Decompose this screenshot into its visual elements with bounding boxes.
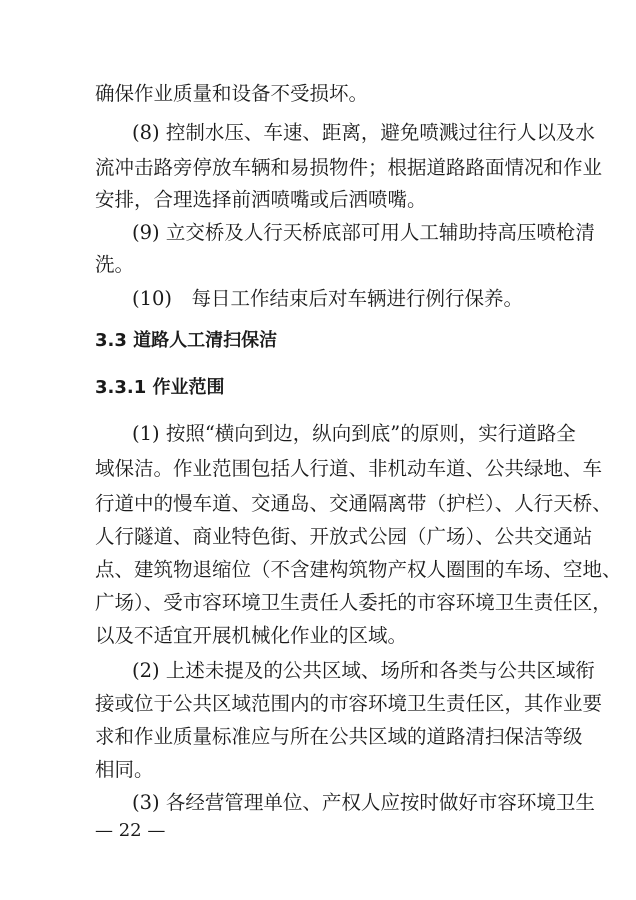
item-2-line-1: (2) 上述未提及的公共区域、场所和各类与公共区域衔	[132, 659, 595, 682]
item-2-line-4: 相同。	[95, 758, 154, 781]
paragraph-9-line-2: 洗。	[95, 253, 135, 276]
item-2-line-2: 接或位于公共区域范围内的市容环境卫生责任区，其作业要	[95, 692, 603, 715]
paragraph-8-line-1: (8) 控制水压、车速、距离，避免喷溅过往行人以及水	[132, 121, 595, 144]
item-1-line-5: 点、建筑物退缩位（不含建构筑物产权人圈围的车场、空地、	[95, 558, 622, 581]
subsection-heading-3-3-1: 3.3.1 作业范围	[95, 377, 225, 398]
text-line: 确保作业质量和设备不受损坏。	[95, 82, 369, 105]
paragraph-10-line-1: (10) 每日工作结束后对车辆进行例行保养。	[132, 287, 524, 310]
item-1-line-1: (1) 按照“横向到边，纵向到底”的原则，实行道路全	[132, 422, 576, 445]
page-number: — 22 —	[95, 820, 166, 841]
item-1-line-7: 以及不适宜开展机械化作业的区域。	[95, 624, 408, 647]
item-1-line-6: 广场）、受市容环境卫生责任人委托的市容环境卫生责任区，	[95, 591, 612, 614]
item-1-line-4: 人行隧道、商业特色街、开放式公园（广场）、公共交通站	[95, 525, 593, 548]
item-2-line-3: 求和作业质量标准应与所在公共区域的道路清扫保洁等级	[95, 725, 583, 748]
item-1-line-3: 行道中的慢车道、交通岛、交通隔离带（护栏）、人行天桥、	[95, 492, 612, 515]
item-1-line-2: 域保洁。作业范围包括人行道、非机动车道、公共绿地、车	[95, 457, 603, 480]
section-heading-3-3: 3.3 道路人工清扫保洁	[95, 330, 278, 351]
item-3-line-1: (3) 各经营管理单位、产权人应按时做好市容环境卫生	[132, 791, 595, 814]
paragraph-8-line-2: 流冲击路旁停放车辆和易损物件；根据道路路面情况和作业	[95, 156, 603, 179]
paragraph-9-line-1: (9) 立交桥及人行天桥底部可用人工辅助持高压喷枪清	[132, 221, 595, 244]
paragraph-8-line-3: 安排，合理选择前洒喷嘴或后洒喷嘴。	[95, 188, 427, 211]
